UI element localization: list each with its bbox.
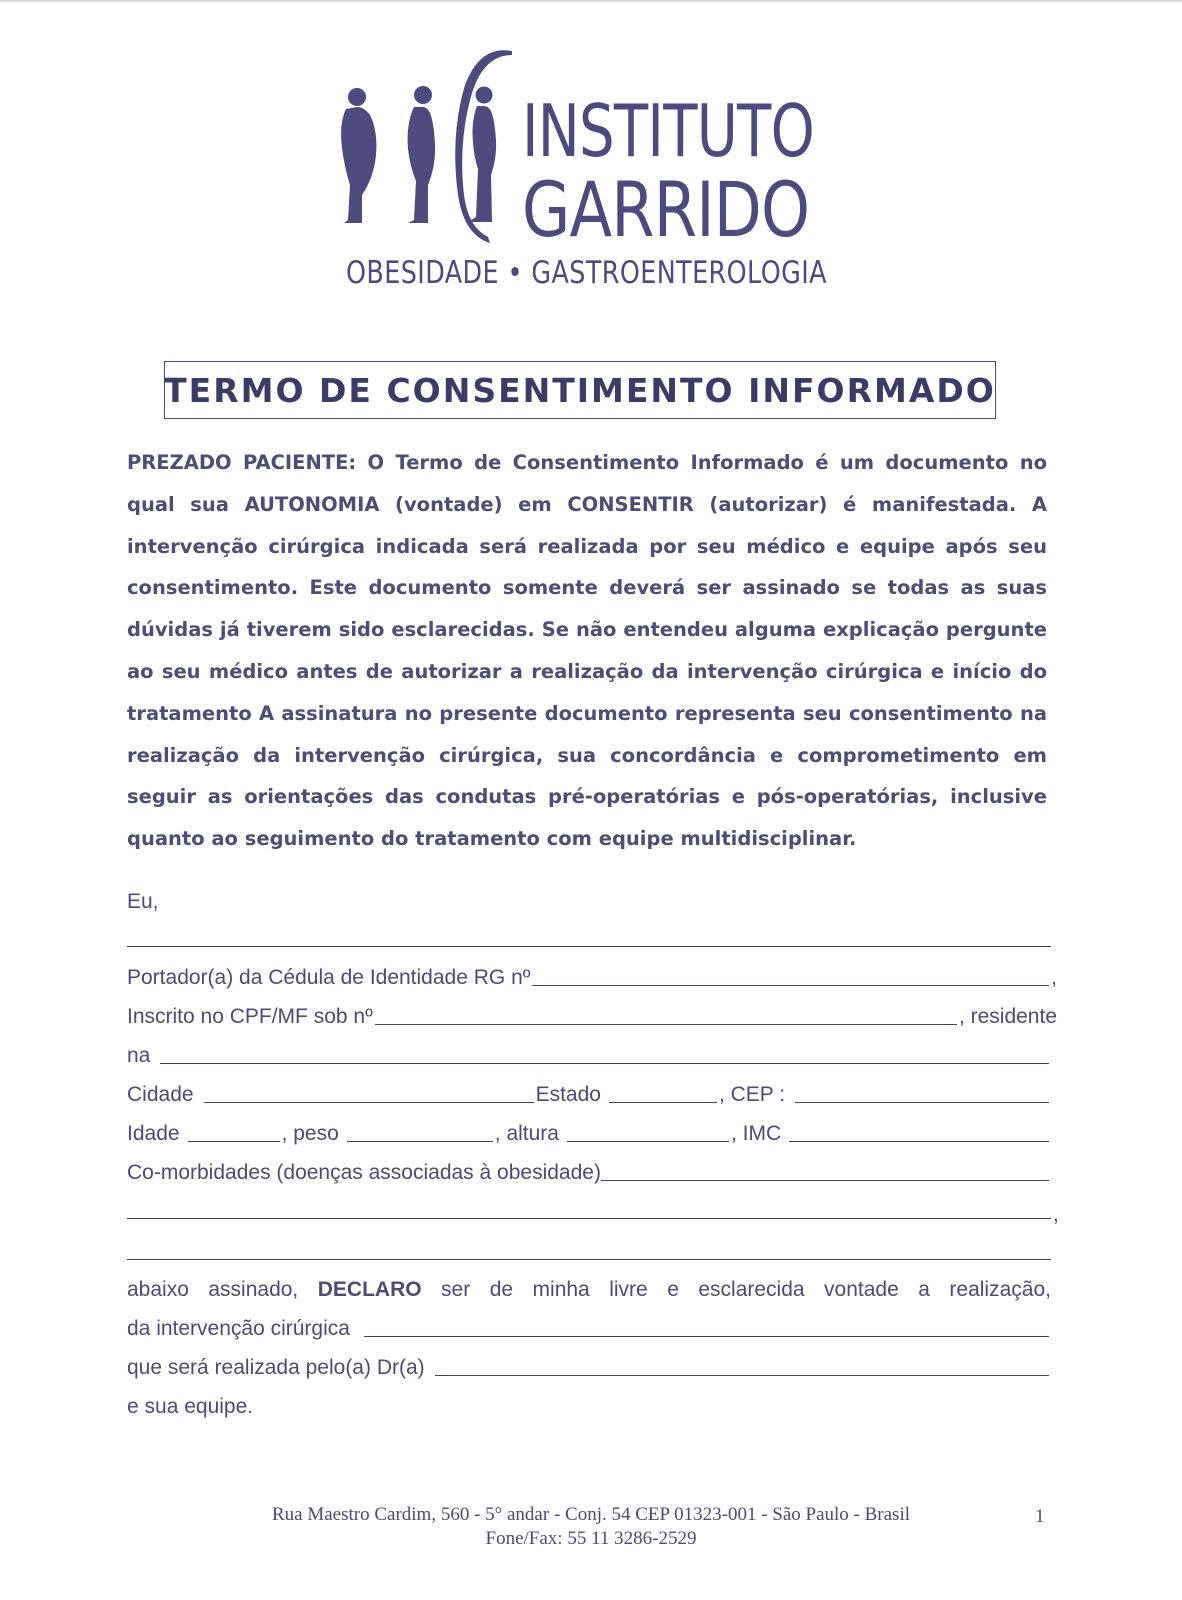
cpf-label: Inscrito no CPF/MF sob nº: [127, 1005, 373, 1028]
logo-silhouettes-icon: [340, 45, 520, 250]
comorbidities-row: [127, 1157, 1051, 1185]
declare-word-declaro: DECLARO: [317, 1278, 422, 1301]
address-row: [127, 1040, 1051, 1068]
comorbidades-line-2[interactable]: [127, 1218, 1051, 1219]
declare-word: livre: [609, 1278, 648, 1301]
cpf-field[interactable]: [375, 1006, 957, 1025]
na-label: na: [127, 1044, 151, 1067]
footer: [0, 1503, 1182, 1551]
document-title-box: [164, 361, 996, 419]
eu-label: Eu,: [127, 890, 159, 913]
idade-label: Idade: [127, 1122, 180, 1145]
equipe-label: e sua equipe.: [127, 1395, 254, 1418]
declare-word: esclarecida: [698, 1278, 805, 1301]
declare-word: assinado,: [208, 1278, 299, 1301]
medico-label: que será realizada pelo(a) Dr(a): [127, 1356, 425, 1379]
name-field[interactable]: [127, 946, 1051, 947]
idade-field[interactable]: [188, 1123, 280, 1142]
residente-label: , residente: [958, 1005, 1057, 1028]
imc-label: , IMC: [730, 1122, 782, 1145]
rg-field[interactable]: [532, 967, 1049, 986]
declare-word: ser: [441, 1278, 471, 1301]
estado-field[interactable]: [609, 1084, 717, 1103]
rg-label: Portador(a) da Cédula de Identidade RG nº: [127, 966, 531, 989]
team-row: [127, 1391, 1057, 1419]
comorbidades-comma: ,: [1053, 1203, 1059, 1226]
peso-field[interactable]: [347, 1123, 493, 1142]
measures-row: [127, 1118, 1051, 1146]
imc-field[interactable]: [789, 1123, 1049, 1142]
declare-word: vontade: [824, 1278, 899, 1301]
estado-label: Estado: [535, 1083, 601, 1106]
comorbidades-field[interactable]: [601, 1162, 1049, 1181]
logo-text-garrido: GARRIDO: [522, 165, 810, 254]
page-number: 1: [1035, 1506, 1045, 1527]
declare-word: realização,: [949, 1278, 1051, 1301]
page-top-edge: [0, 0, 1182, 3]
medico-field[interactable]: [435, 1357, 1049, 1376]
doctor-row: [127, 1352, 1051, 1380]
cidade-field[interactable]: [204, 1084, 534, 1103]
intro-paragraph: PREZADO PACIENTE: O Termo de Consentimento Informado é um documento no qual sua AUTONOMIA (vontade) em CONSENTIR (autorizar) é manifestada. A intervenção cirúrgica indicada será realizada por seu médico e equipe após seu consentimento. Este documento somente deverá ser assinado se todas as suas dúvidas já tiverem sido esclarecidas. Se não entendeu alguma explicação pergunte ao seu médico antes de autorizar a realização da intervenção cirúrgica e início do tratamento A assinatura no presente documento representa seu consentimento na realização da intervenção cirúrgica, sua concordância e comprometimento em seguir as orientações das condutas pré-operatórias e pós-operatórias, inclusive quanto ao seguimento do tratamento com equipe multidisciplinar.: [127, 451, 1047, 851]
declare-word: minha: [532, 1278, 590, 1301]
rg-row: [127, 962, 1057, 990]
intervencao-field[interactable]: [364, 1318, 1049, 1337]
logo-text-instituto: INSTITUTO: [522, 89, 814, 173]
rg-comma: ,: [1051, 966, 1057, 989]
cep-field[interactable]: [795, 1084, 1049, 1103]
eu-row: [127, 886, 1057, 914]
footer-address: Rua Maestro Cardim, 560 - 5° andar - Conj. 54 CEP 01323-001 - São Paulo - Brasil: [271, 1504, 911, 1525]
intervention-row: [127, 1313, 1051, 1341]
document-title: TERMO DE CONSENTIMENTO INFORMADO: [164, 370, 996, 410]
institute-logo: [340, 45, 827, 295]
comorbidades-label: Co-morbidades (doenças associadas à obesidade): [127, 1161, 601, 1184]
altura-label: , altura: [494, 1122, 559, 1145]
logo-tagline: OBESIDADE • GASTROENTEROLOGIA: [346, 255, 827, 291]
city-row: [127, 1079, 1051, 1107]
footer-phone: Fone/Fax: 55 11 3286-2529: [485, 1528, 697, 1549]
cpf-row: [127, 1001, 1057, 1029]
comorbidades-line-3[interactable]: [127, 1259, 1051, 1260]
declare-word: e: [667, 1278, 679, 1301]
declare-word: abaixo: [127, 1278, 189, 1301]
declare-word: a: [918, 1278, 930, 1301]
cidade-label: Cidade: [127, 1083, 194, 1106]
intervencao-label: da intervenção cirúrgica: [127, 1317, 350, 1340]
altura-field[interactable]: [567, 1123, 729, 1142]
declare-word: de: [489, 1278, 514, 1301]
address-field[interactable]: [160, 1045, 1049, 1064]
cep-label: , CEP :: [718, 1083, 786, 1106]
peso-label: , peso: [281, 1122, 339, 1145]
declare-row: [127, 1274, 1051, 1302]
